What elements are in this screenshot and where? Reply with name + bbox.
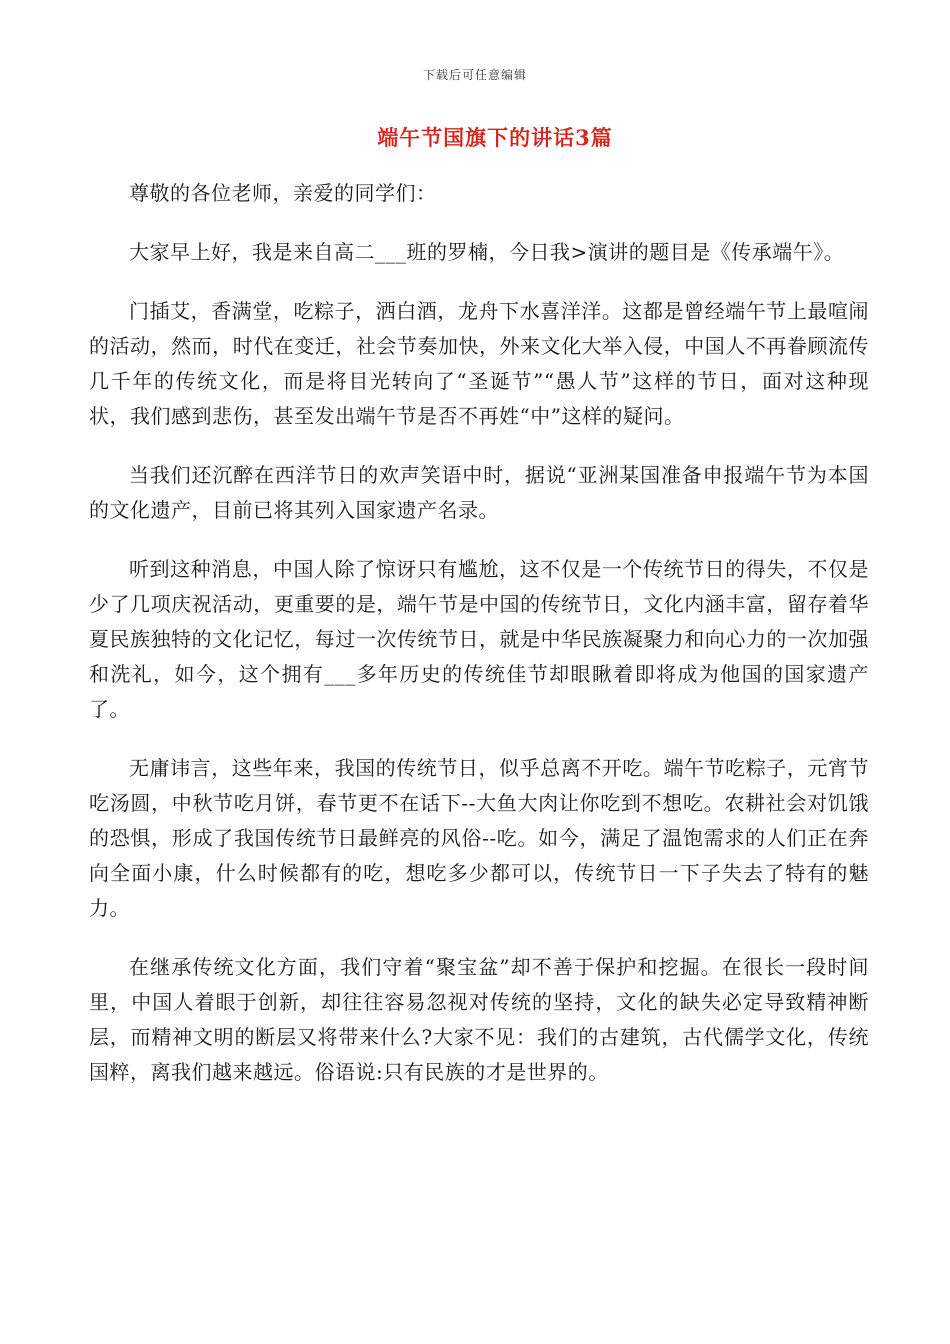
paragraph-inheritance: 在继承传统文化方面，我们守着“聚宝盆”却不善于保护和挖掘。在很长一段时间里，中国人着眼于创新，却往往容易忽视对传统的坚持，文化的缺失必定导致精神断层，而精神文明的断层又将带来什么?大家不见：我们的古建筑，古代儒学文化，传统国粹，离我们越来越远。俗语说:只有民族的才是世界的。 (89, 955, 869, 1084)
paragraph-reaction: 听到这种消息，中国人除了惊讶只有尴尬，这不仅是一个传统节日的得失，不仅是少了几项庆祝活动，更重要的是，端午节是中国的传统节日，文化内涵丰富，留存着华夏民族独特的文化记忆，每过一次传统节日，就是中华民族凝聚力和向心力的一次加强和洗礼，如今，这个拥有___多年历史的传统佳节却眼瞅着即将成为他国的国家遗产了。 (89, 557, 869, 721)
document-title: 端午节国旗下的讲话3篇 (377, 125, 613, 150)
paragraph-eating: 无庸讳言，这些年来，我国的传统节日，似乎总离不开吃。端午节吃粽子，元宵节吃汤圆，中秋节吃月饼，春节更不在话下--大鱼大肉让你吃到不想吃。农耕社会对饥饿的恐惧，形成了我国传统节日最鲜亮的风俗--吃。如今，满足了温饱需求的人们正在奔向全面小康，什么时候都有的吃，想吃多少都可以，传统节日一下子失去了特有的魅力。 (89, 756, 869, 920)
paragraph-intro: 大家早上好，我是来自高二___班的罗楠，今日我>演讲的题目是《传承端午》。 (129, 240, 845, 264)
document-body (89, 176, 869, 1114)
header-note: 下载后可任意编辑 (422, 68, 527, 82)
paragraph-greeting: 尊敬的各位老师，亲爱的同学们： (129, 181, 437, 205)
paragraph-heritage-news: 当我们还沉醉在西洋节日的欢声笑语中时，据说“亚洲某国准备申报端午节为本国的文化遗产，目前已将其列入国家遗产名录。 (89, 463, 869, 522)
paragraph-customs: 门插艾，香满堂，吃粽子，洒白酒，龙舟下水喜洋洋。这都是曾经端午节上最喧闹的活动，然而，时代在变迁，社会节奏加快，外来文化大举入侵，中国人不再眷顾流传几千年的传统文化，而是将目光转向了“圣诞节”“愚人节”这样的节日，面对这种现状，我们感到悲伤，甚至发出端午节是否不再姓“中”这样的疑问。 (89, 299, 869, 428)
